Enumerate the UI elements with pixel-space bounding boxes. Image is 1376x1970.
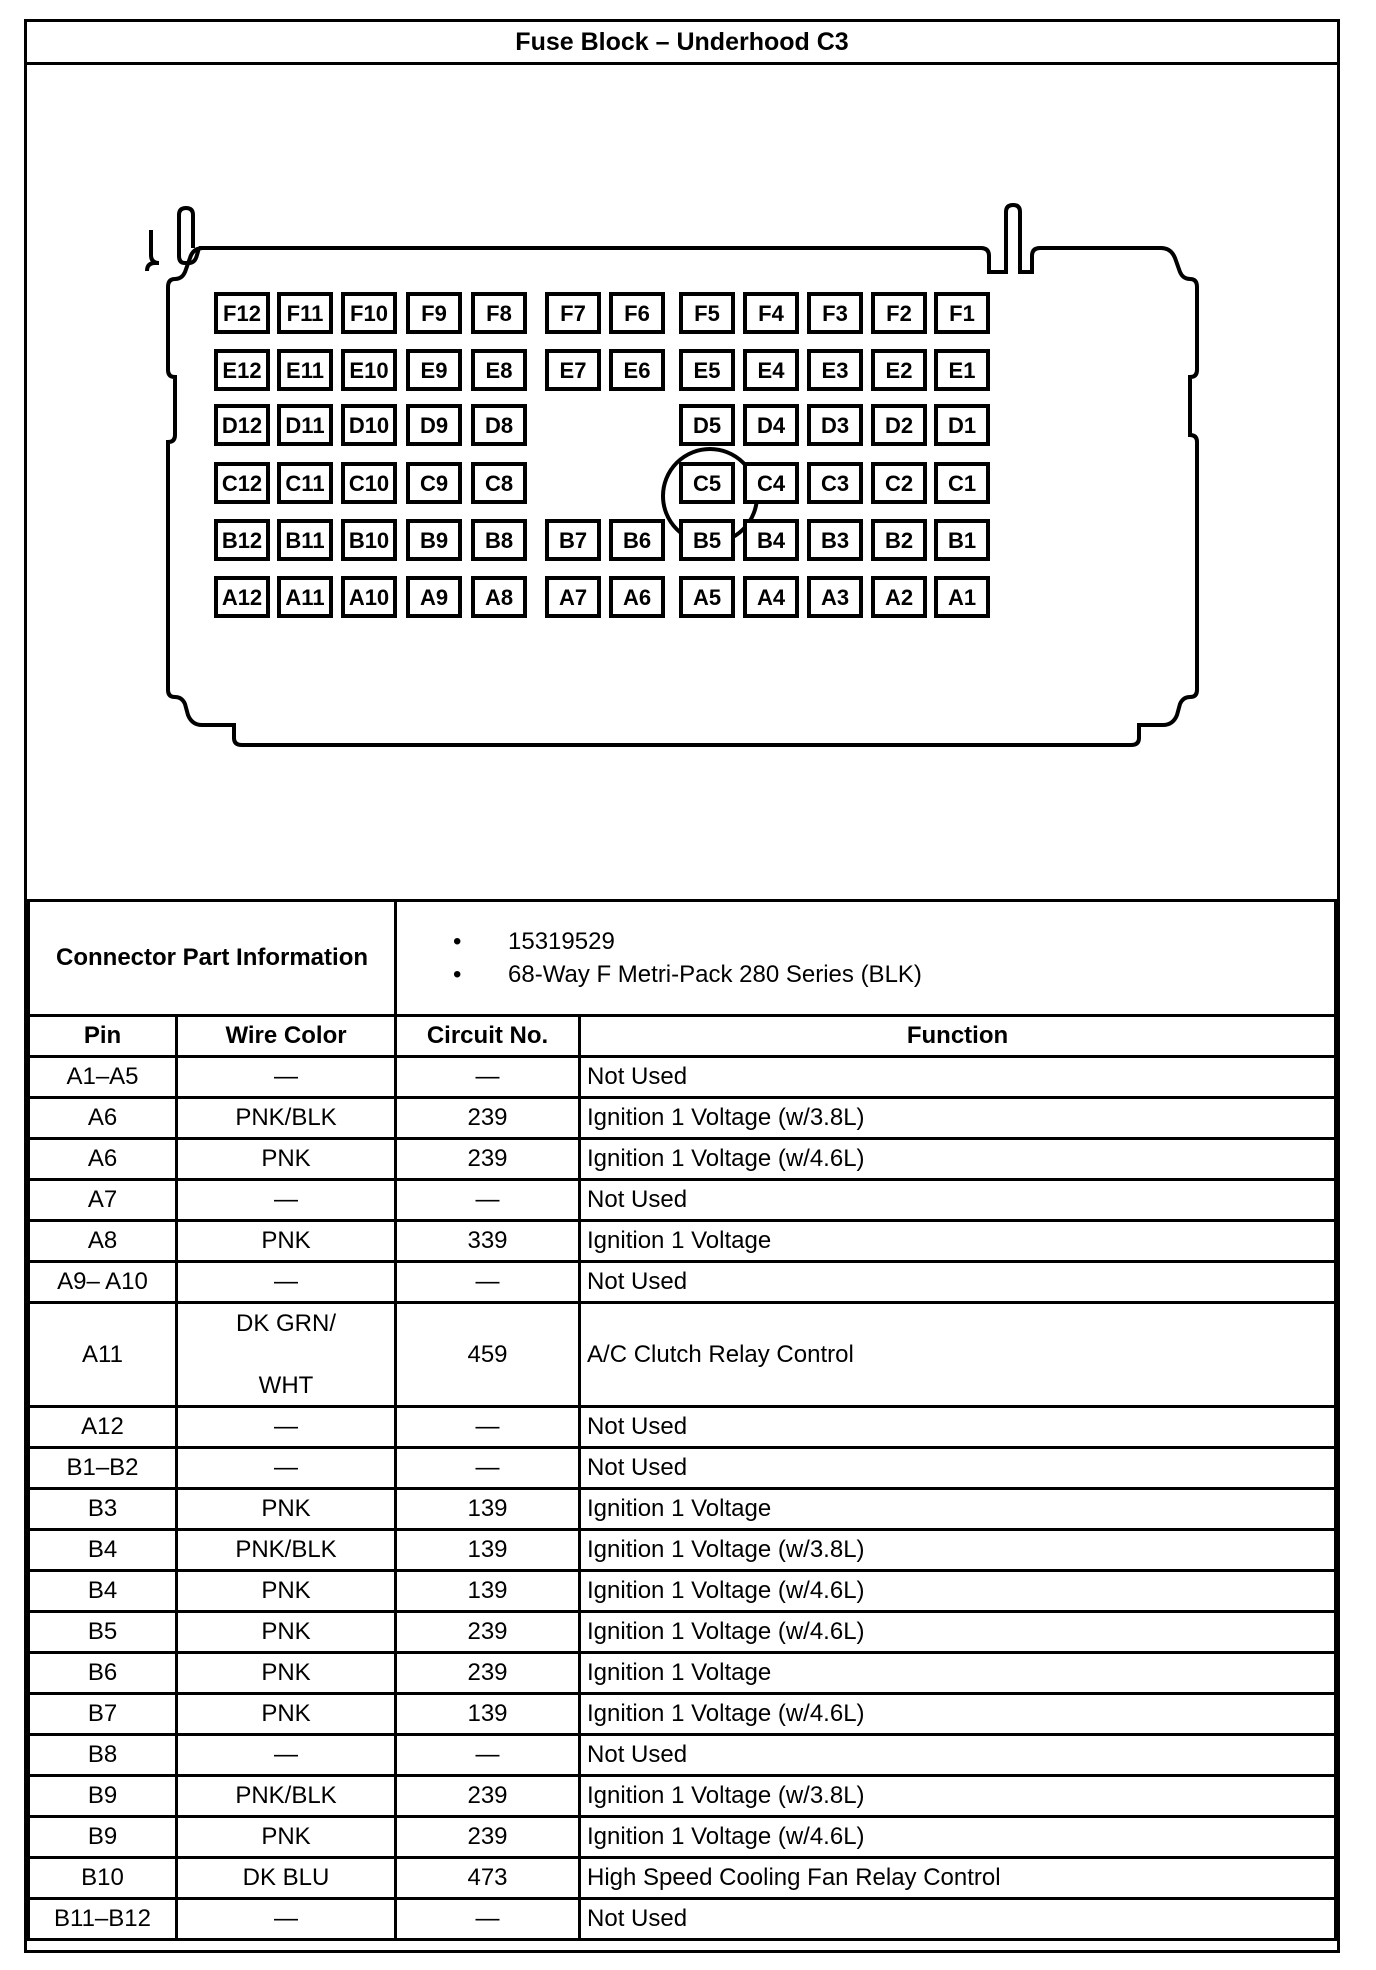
- pin-label: E11: [286, 358, 324, 383]
- wire-color-stack: [184, 1310, 388, 1400]
- cell-circuit-no: 139: [396, 1530, 580, 1571]
- pin-label: A8: [484, 585, 514, 610]
- cell-pin: A11: [29, 1303, 177, 1407]
- cell-pin: B3: [29, 1489, 177, 1530]
- pin-cavity-grid: [216, 294, 988, 616]
- pin-label: F1: [949, 301, 975, 326]
- pin-label: B5: [692, 528, 722, 553]
- cell-circuit-no: 239: [396, 1653, 580, 1694]
- cell-function: Ignition 1 Voltage (w/3.8L): [580, 1530, 1336, 1571]
- pin-label: B12: [221, 528, 263, 553]
- cell-function: Not Used: [580, 1407, 1336, 1448]
- pin-label: A2: [884, 585, 914, 610]
- cell-circuit-no: —: [396, 1057, 580, 1098]
- cell-wire-color: PNK/BLK: [177, 1098, 396, 1139]
- pin-label: B8: [484, 528, 514, 553]
- cell-function: Ignition 1 Voltage (w/3.8L): [580, 1776, 1336, 1817]
- connector-diagram: [27, 65, 1337, 899]
- cell-function: Ignition 1 Voltage: [580, 1489, 1336, 1530]
- cell-wire-color: PNK: [177, 1489, 396, 1530]
- table-row: [29, 1694, 1336, 1735]
- pin-label: E4: [757, 358, 785, 383]
- pinout-rows: [29, 1057, 1336, 1940]
- cell-pin: B4: [29, 1530, 177, 1571]
- cell-pin: A6: [29, 1139, 177, 1180]
- cell-pin: B1–B2: [29, 1448, 177, 1489]
- cell-pin: A6: [29, 1098, 177, 1139]
- wire-color-line-2: WHT: [258, 1371, 314, 1399]
- pin-label: A11: [285, 585, 325, 610]
- cell-pin: A9– A10: [29, 1262, 177, 1303]
- cell-wire-color: PNK: [177, 1694, 396, 1735]
- pin-label: A3: [820, 585, 850, 610]
- pin-label: F5: [694, 301, 720, 326]
- header-wire-color: Wire Color: [177, 1016, 396, 1057]
- wire-color-line-1: DK GRN/: [236, 1309, 337, 1337]
- cell-circuit-no: 139: [396, 1571, 580, 1612]
- cell-pin: A12: [29, 1407, 177, 1448]
- cell-circuit-no: —: [396, 1448, 580, 1489]
- cell-function: A/C Clutch Relay Control: [580, 1303, 1336, 1407]
- pin-label: E12: [222, 358, 262, 383]
- table-row: [29, 1858, 1336, 1899]
- table-row: [29, 1530, 1336, 1571]
- connector-housing-outline: [147, 230, 177, 271]
- cell-circuit-no: 239: [396, 1776, 580, 1817]
- pin-label: B3: [820, 528, 850, 553]
- cell-circuit-no: 239: [396, 1817, 580, 1858]
- pin-label: A10: [348, 585, 390, 610]
- pin-label: A12: [221, 585, 263, 610]
- cell-function: Ignition 1 Voltage (w/4.6L): [580, 1817, 1336, 1858]
- page-title: Fuse Block – Underhood C3: [27, 22, 1337, 65]
- cell-circuit-no: 239: [396, 1139, 580, 1180]
- pin-label: B4: [756, 528, 786, 553]
- pin-label: D5: [692, 413, 722, 438]
- pin-label: D2: [884, 413, 914, 438]
- cell-wire-color: —: [177, 1448, 396, 1489]
- cell-wire-color: —: [177, 1899, 396, 1940]
- cell-function: Ignition 1 Voltage (w/4.6L): [580, 1612, 1336, 1653]
- table-header-row: [29, 1016, 1336, 1057]
- cell-function: Ignition 1 Voltage (w/4.6L): [580, 1694, 1336, 1735]
- pin-label: C4: [756, 471, 786, 496]
- table-row: [29, 1407, 1336, 1448]
- pin-label: B9: [419, 528, 449, 553]
- cell-wire-color: PNK: [177, 1653, 396, 1694]
- cell-wire-color: PNK/BLK: [177, 1776, 396, 1817]
- cell-circuit-no: 473: [396, 1858, 580, 1899]
- cell-pin: B5: [29, 1612, 177, 1653]
- pin-label: E10: [349, 358, 389, 383]
- cell-pin: B9: [29, 1776, 177, 1817]
- pin-label: F2: [886, 301, 912, 326]
- table-row: [29, 1653, 1336, 1694]
- pin-label: A6: [622, 585, 652, 610]
- cell-pin: B7: [29, 1694, 177, 1735]
- cell-circuit-no: 239: [396, 1612, 580, 1653]
- pin-label: D8: [484, 413, 514, 438]
- connector-info-label: Connector Part Information: [29, 901, 396, 1016]
- cell-pin: B8: [29, 1735, 177, 1776]
- pin-label: D9: [419, 413, 449, 438]
- table-row: [29, 1057, 1336, 1098]
- pin-label: D3: [820, 413, 850, 438]
- cell-function: Ignition 1 Voltage: [580, 1221, 1336, 1262]
- pin-label: A7: [558, 585, 588, 610]
- cell-function: Not Used: [580, 1057, 1336, 1098]
- pin-label: E1: [948, 358, 976, 383]
- table-row: [29, 1735, 1336, 1776]
- pin-label: C3: [820, 471, 850, 496]
- table-row: [29, 1612, 1336, 1653]
- cell-function: Ignition 1 Voltage: [580, 1653, 1336, 1694]
- connector-description: • 68-Way F Metri-Pack 280 Series (BLK): [453, 958, 1328, 991]
- pin-label: C12: [221, 471, 263, 496]
- cell-pin: B6: [29, 1653, 177, 1694]
- table-row: [29, 1139, 1336, 1180]
- pin-label: F4: [758, 301, 784, 326]
- pin-label: B10: [348, 528, 390, 553]
- pin-label: C5: [692, 471, 722, 496]
- pin-label: E8: [485, 358, 513, 383]
- header-pin: Pin: [29, 1016, 177, 1057]
- connector-face-drawing: [27, 65, 1337, 899]
- connector-part-number: • 15319529: [453, 925, 1328, 958]
- pin-label: E5: [693, 358, 721, 383]
- cell-function: Ignition 1 Voltage (w/3.8L): [580, 1098, 1336, 1139]
- cell-pin: B9: [29, 1817, 177, 1858]
- pin-label: F9: [421, 301, 447, 326]
- pin-label: E2: [885, 358, 913, 383]
- cell-wire-color: PNK: [177, 1612, 396, 1653]
- cell-circuit-no: 139: [396, 1694, 580, 1735]
- cell-pin: B11–B12: [29, 1899, 177, 1940]
- pin-label: F6: [624, 301, 650, 326]
- pin-label: B7: [558, 528, 588, 553]
- connector-info-values: [396, 901, 1336, 1016]
- pin-label: E6: [623, 358, 651, 383]
- pin-label: F7: [560, 301, 586, 326]
- pin-label: F10: [350, 301, 388, 326]
- pin-label: E9: [420, 358, 448, 383]
- pin-label: A4: [756, 585, 786, 610]
- pin-label: F12: [223, 301, 261, 326]
- connector-info-list: [403, 925, 1328, 991]
- cell-wire-color: PNK: [177, 1139, 396, 1180]
- cell-pin: A7: [29, 1180, 177, 1221]
- pin-label: F8: [486, 301, 512, 326]
- connector-info-row: [29, 901, 1336, 1016]
- cell-function: High Speed Cooling Fan Relay Control: [580, 1858, 1336, 1899]
- table-row: [29, 1899, 1336, 1940]
- connector-latch-left: [203, 230, 223, 295]
- table-row: [29, 1489, 1336, 1530]
- table-row: [29, 1262, 1336, 1303]
- cell-wire-color: —: [177, 1180, 396, 1221]
- cell-wire-color: PNK/BLK: [177, 1530, 396, 1571]
- cell-circuit-no: 339: [396, 1221, 580, 1262]
- table-row: [29, 1817, 1336, 1858]
- pin-label: C2: [884, 471, 914, 496]
- pin-label: C1: [947, 471, 977, 496]
- cell-circuit-no: —: [396, 1735, 580, 1776]
- cell-function: Not Used: [580, 1735, 1336, 1776]
- header-circuit-no: Circuit No.: [396, 1016, 580, 1057]
- pin-label: C8: [484, 471, 514, 496]
- table-row: [29, 1221, 1336, 1262]
- cell-wire-color: [177, 1303, 396, 1407]
- pin-label: F3: [822, 301, 848, 326]
- cell-wire-color: PNK: [177, 1571, 396, 1612]
- cell-circuit-no: —: [396, 1899, 580, 1940]
- table-row: [29, 1776, 1336, 1817]
- pin-label: D11: [285, 413, 325, 438]
- cell-wire-color: —: [177, 1407, 396, 1448]
- cell-pin: A8: [29, 1221, 177, 1262]
- cell-circuit-no: —: [396, 1180, 580, 1221]
- cell-wire-color: DK BLU: [177, 1858, 396, 1899]
- cell-wire-color: —: [177, 1262, 396, 1303]
- pin-label: F11: [286, 301, 324, 326]
- pin-label: A9: [419, 585, 449, 610]
- cell-wire-color: PNK: [177, 1221, 396, 1262]
- connector-sheet: [24, 19, 1340, 1953]
- pin-label: D4: [756, 413, 786, 438]
- pin-label: C10: [348, 471, 390, 496]
- pin-label: D12: [221, 413, 263, 438]
- header-function: Function: [580, 1016, 1336, 1057]
- cell-pin: B4: [29, 1571, 177, 1612]
- cell-function: Not Used: [580, 1262, 1336, 1303]
- pin-label: C11: [285, 471, 325, 496]
- cell-circuit-no: 139: [396, 1489, 580, 1530]
- pin-label: B11: [285, 528, 325, 553]
- table-row: [29, 1303, 1336, 1407]
- pin-label: C9: [419, 471, 449, 496]
- cell-function: Ignition 1 Voltage (w/4.6L): [580, 1571, 1336, 1612]
- pin-label: A5: [692, 585, 722, 610]
- table-row: [29, 1571, 1336, 1612]
- cell-function: Not Used: [580, 1899, 1336, 1940]
- pin-label: E3: [821, 358, 849, 383]
- cell-wire-color: —: [177, 1735, 396, 1776]
- cell-function: Not Used: [580, 1448, 1336, 1489]
- cell-circuit-no: 239: [396, 1098, 580, 1139]
- cell-function: Not Used: [580, 1180, 1336, 1221]
- pin-label: B6: [622, 528, 652, 553]
- pinout-table: [27, 899, 1337, 1941]
- table-row: [29, 1180, 1336, 1221]
- cell-pin: B10: [29, 1858, 177, 1899]
- pin-label: B2: [884, 528, 914, 553]
- cell-circuit-no: —: [396, 1407, 580, 1448]
- pin-label: D10: [348, 413, 390, 438]
- pin-label: E7: [559, 358, 587, 383]
- pin-label: D1: [947, 413, 977, 438]
- table-row: [29, 1448, 1336, 1489]
- pin-label: B1: [947, 528, 977, 553]
- cell-function: Ignition 1 Voltage (w/4.6L): [580, 1139, 1336, 1180]
- cell-wire-color: —: [177, 1057, 396, 1098]
- table-row: [29, 1098, 1336, 1139]
- cell-circuit-no: —: [396, 1262, 580, 1303]
- cell-pin: A1–A5: [29, 1057, 177, 1098]
- cell-circuit-no: 459: [396, 1303, 580, 1407]
- cell-wire-color: PNK: [177, 1817, 396, 1858]
- pin-label: A1: [947, 585, 977, 610]
